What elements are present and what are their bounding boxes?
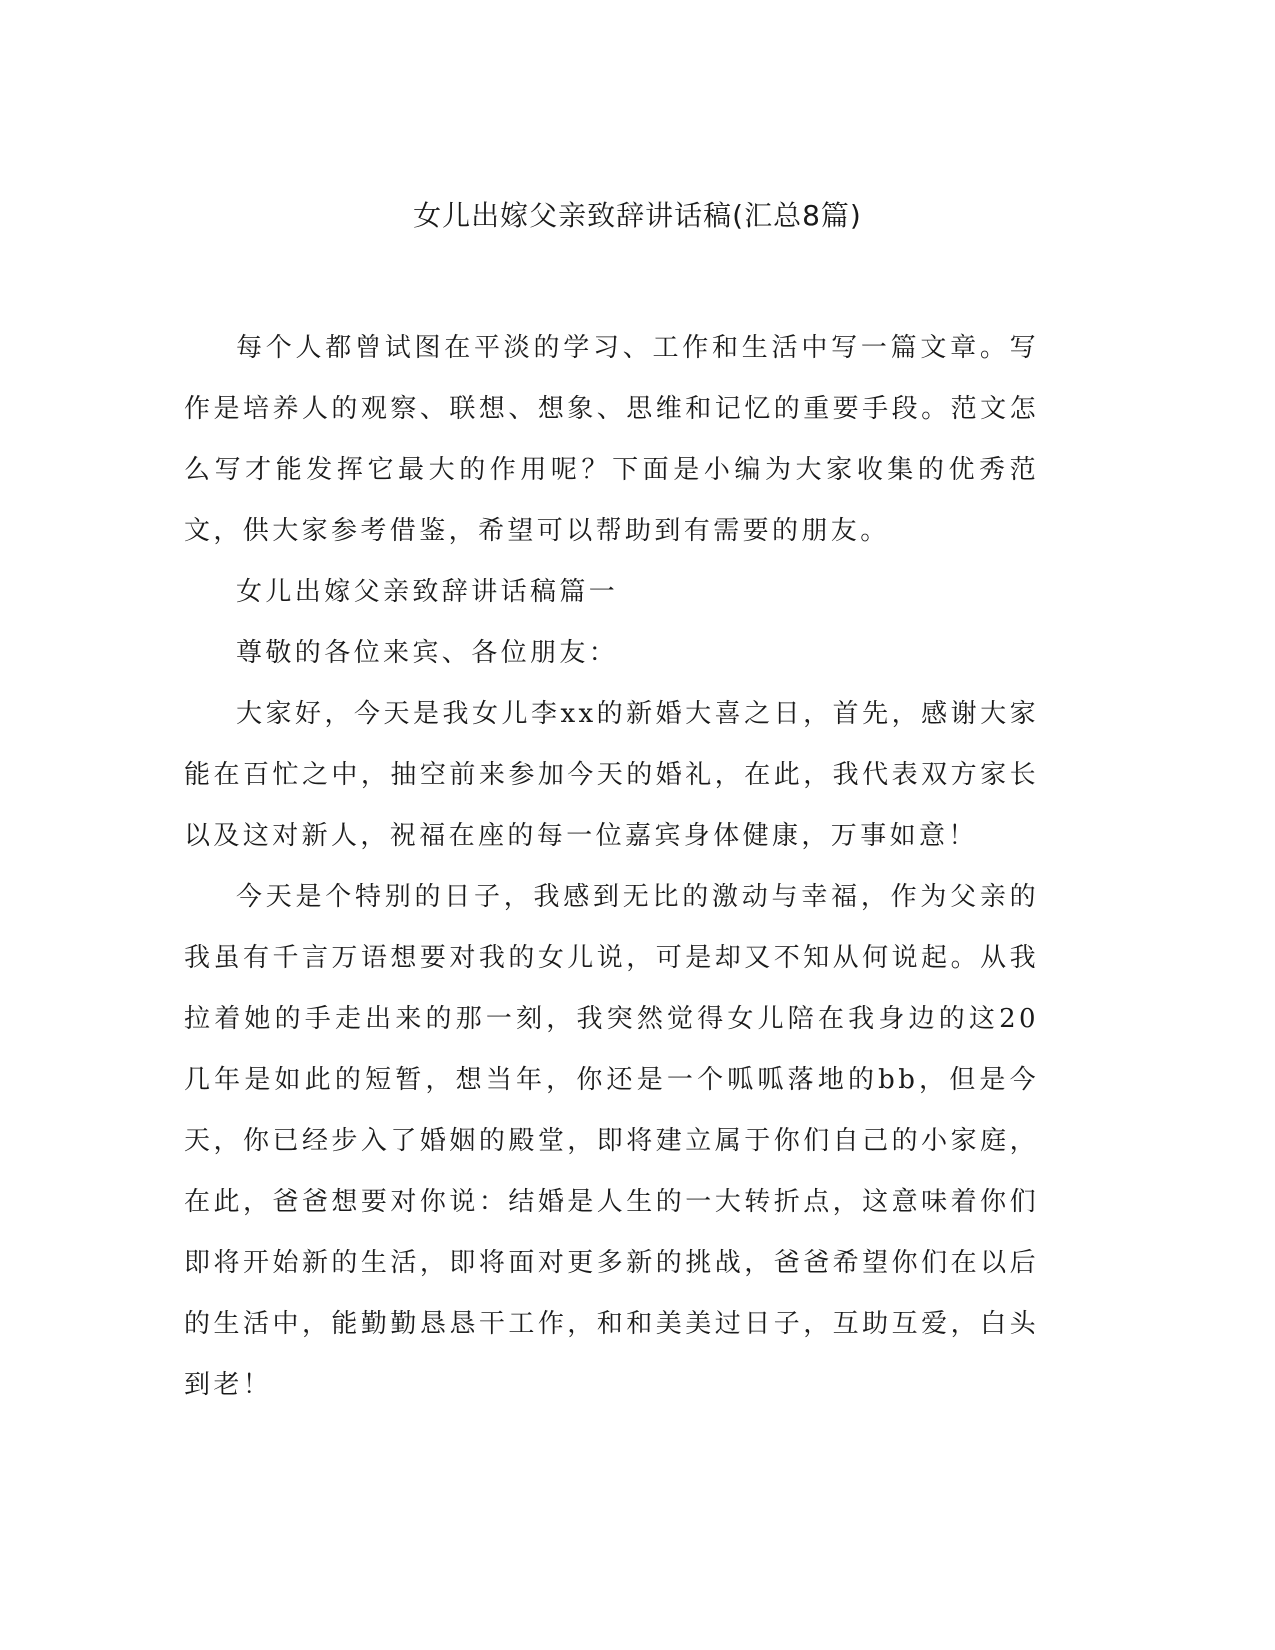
document-title: 女儿出嫁父亲致辞讲话稿(汇总8篇)	[413, 199, 862, 232]
document-body	[184, 318, 1039, 1416]
greeting-paragraph: 大家好，今天是我女儿李xx的新婚大喜之日，首先，感谢大家能在百忙之中，抽空前来参加今天的婚礼，在此，我代表双方家长以及这对新人，祝福在座的每一位嘉宾身体健康，万事如意！	[184, 699, 1039, 851]
section-heading: 女儿出嫁父亲致辞讲话稿篇一	[236, 577, 619, 607]
speech-paragraph: 今天是个特别的日子，我感到无比的激动与幸福，作为父亲的我虽有千言万语想要对我的女儿说，可是却又不知从何说起。从我拉着她的手走出来的那一刻，我突然觉得女儿陪在我身边的这20几年是如此的短暂，想当年，你还是一个呱呱落地的bb，但是今天，你已经步入了婚姻的殿堂，即将建立属于你们自己的小家庭，在此，爸爸想要对你说：结婚是人生的一大转折点，这意味着你们即将开始新的生活，即将面对更多新的挑战，爸爸希望你们在以后的生活中，能勤勤恳恳干工作，和和美美过日子，互助互爱，白头到老！	[184, 882, 1039, 1400]
salutation-paragraph: 尊敬的各位来宾、各位朋友：	[236, 638, 619, 668]
intro-paragraph: 每个人都曾试图在平淡的学习、工作和生活中写一篇文章。写作是培养人的观察、联想、想象、思维和记忆的重要手段。范文怎么写才能发挥它最大的作用呢？下面是小编为大家收集的优秀范文，供大家参考借鉴，希望可以帮助到有需要的朋友。	[184, 333, 1039, 546]
